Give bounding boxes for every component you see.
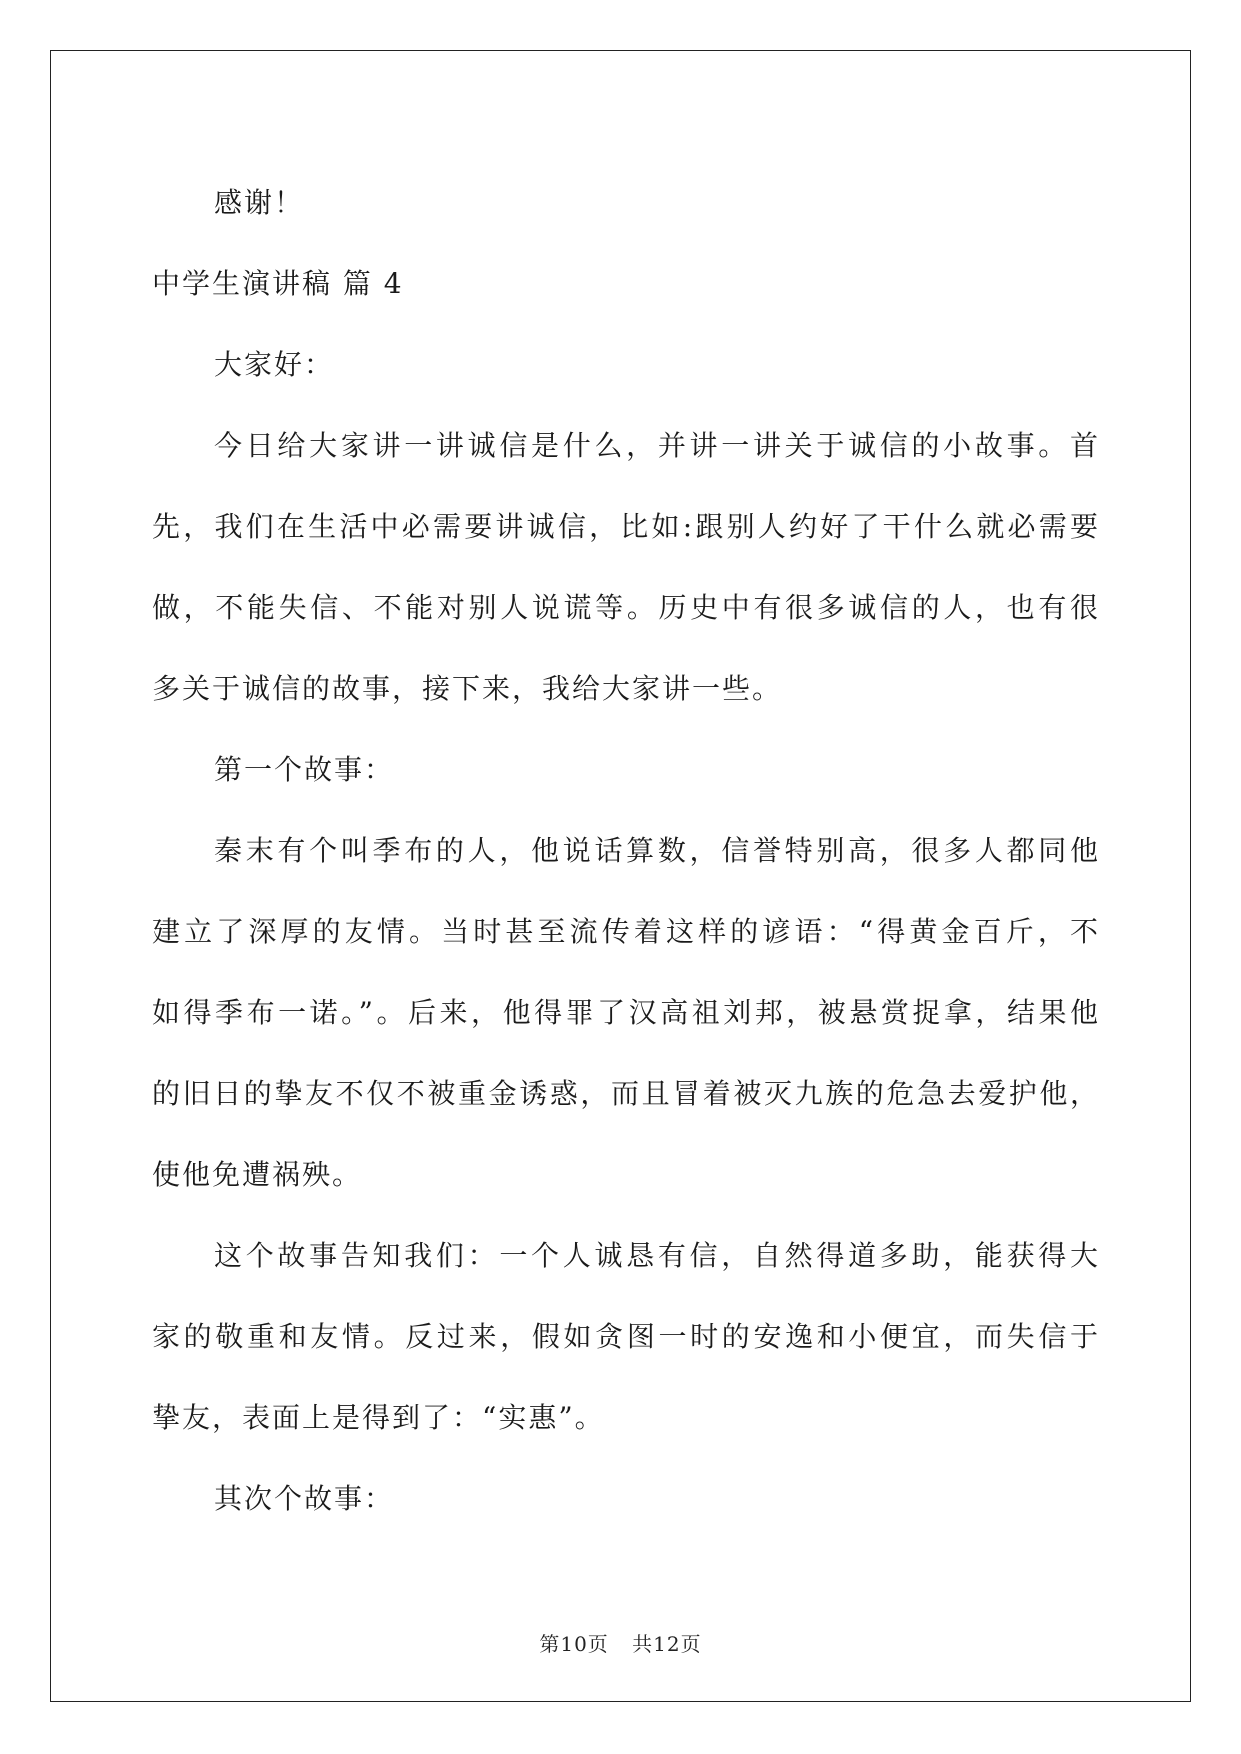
text-line: 如得季布一诺。”。后来，他得罪了汉高祖刘邦，被悬赏捉拿，结果他 bbox=[152, 996, 1098, 1029]
text-line: 其次个故事： bbox=[214, 1482, 395, 1515]
text-line: 做，不能失信、不能对别人说谎等。历史中有很多诚信的人，也有很 bbox=[152, 591, 1098, 624]
text-line: 使他免遭祸殃。 bbox=[152, 1158, 363, 1191]
text-line: 家的敬重和友情。反过来，假如贪图一时的安逸和小便宜，而失信于 bbox=[152, 1320, 1098, 1353]
text-line: 的旧日的挚友不仅不被重金诱惑，而且冒着被灭九族的危急去爱护他， bbox=[152, 1077, 1098, 1110]
page-number: 第10页 bbox=[539, 1632, 609, 1656]
text-line: 大家好： bbox=[214, 348, 335, 381]
text-line: 先，我们在生活中必需要讲诚信，比如:跟别人约好了干什么就必需要 bbox=[152, 510, 1098, 543]
text-line: 感谢！ bbox=[214, 186, 305, 219]
text-line: 多关于诚信的故事，接下来，我给大家讲一些。 bbox=[152, 672, 783, 705]
page-total: 共12页 bbox=[632, 1632, 702, 1656]
text-line: 秦末有个叫季布的人，他说话算数，信誉特别高，很多人都同他 bbox=[214, 834, 1098, 867]
text-line: 建立了深厚的友情。当时甚至流传着这样的谚语：“得黄金百斤，不 bbox=[152, 915, 1098, 948]
text-line: 第一个故事： bbox=[214, 753, 395, 786]
text-line: 这个故事告知我们：一个人诚恳有信，自然得道多助，能获得大 bbox=[214, 1239, 1098, 1272]
page-footer bbox=[0, 1628, 1241, 1657]
document-body bbox=[152, 162, 1098, 1539]
text-line: 中学生演讲稿 篇 4 bbox=[152, 267, 404, 300]
text-line: 挚友，表面上是得到了：“实惠”。 bbox=[152, 1401, 605, 1434]
text-line: 今日给大家讲一讲诚信是什么，并讲一讲关于诚信的小故事。首 bbox=[214, 429, 1098, 462]
